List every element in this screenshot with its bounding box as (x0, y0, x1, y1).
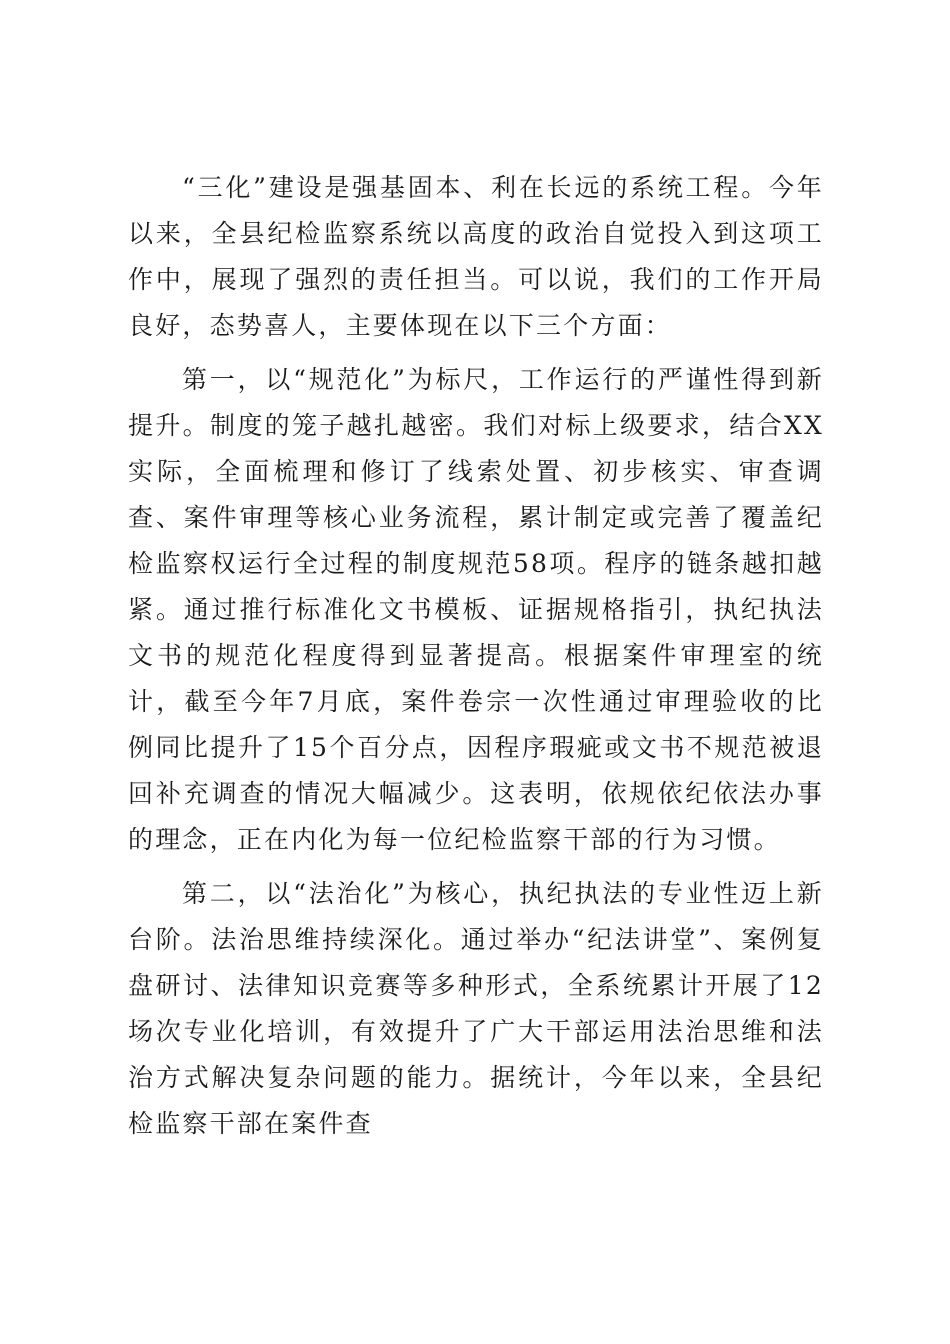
paragraph-intro: “三化”建设是强基固本、利在长远的系统工程。今年以来，全县纪检监察系统以高度的政治自觉投入到这项工作中，展现了强烈的责任担当。可以说，我们的工作开局良好，态势喜人，主要体现在以下三个方面： (128, 173, 824, 340)
paragraph-second-point: 第二，以“法治化”为核心，执纪执法的专业性迈上新台阶。法治思维持续深化。通过举办“纪法讲堂”、案例复盘研讨、法律知识竞赛等多种形式，全系统累计开展了12场次专业化培训，有效提升了广大干部运用法治思维和法治方式解决复杂问题的能力。据统计，今年以来，全县纪检监察干部在案件查 (128, 879, 824, 1138)
document-body (128, 165, 824, 1155)
paragraph-first-point: 第一，以“规范化”为标尺，工作运行的严谨性得到新提升。制度的笼子越扎越密。我们对标上级要求，结合XX实际，全面梳理和修订了线索处置、初步核实、审查调查、案件审理等核心业务流程，累计制定或完善了覆盖纪检监察权运行全过程的制度规范58项。程序的链条越扣越紧。通过推行标准化文书模板、证据规格指引，执纪执法文书的规范化程度得到显著提高。根据案件审理室的统计，截至今年7月底，案件卷宗一次性通过审理验收的比例同比提升了15个百分点，因程序瑕疵或文书不规范被退回补充调查的情况大幅减少。这表明，依规依纪依法办事的理念，正在内化为每一位纪检监察干部的行为习惯。 (128, 365, 824, 854)
